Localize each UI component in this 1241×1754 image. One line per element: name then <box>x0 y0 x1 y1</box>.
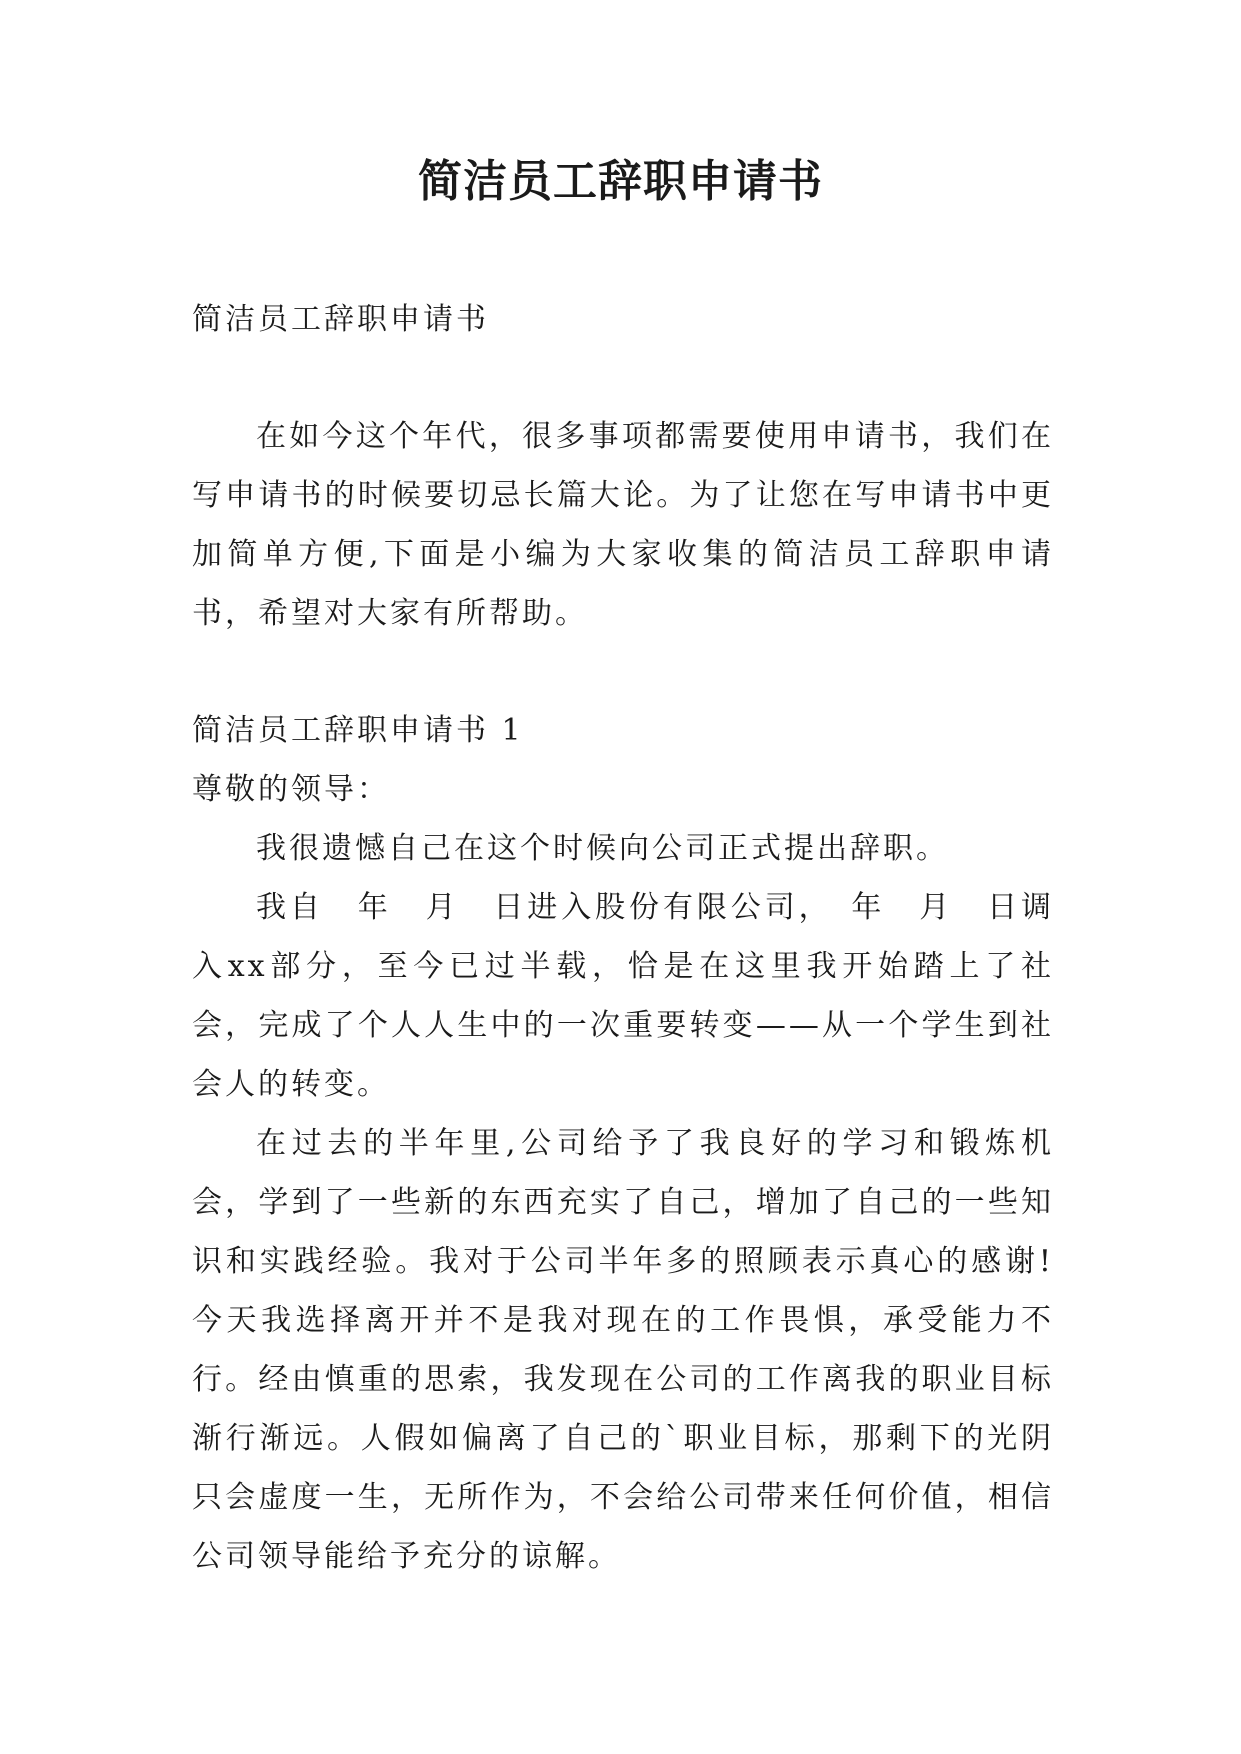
document-body <box>192 290 1054 1586</box>
intro-paragraph: 在如今这个年代，很多事项都需要使用申请书，我们在写申请书的时候要切忌长篇大论。为了让您在写申请书中更加简单方便,下面是小编为大家收集的简洁员工辞职申请书，希望对大家有所帮助。 <box>192 419 1054 631</box>
document-subtitle: 简洁员工辞职申请书 <box>192 302 489 337</box>
section-heading: 简洁员工辞职申请书 1 <box>192 713 524 748</box>
body-paragraph-2: 我自 年 月 日进入股份有限公司， 年 月 日调入xx部分，至今已过半载，恰是在这里我开始踏上了社会，完成了个人人生中的一次重要转变——从一个学生到社会人的转变。 <box>192 890 1054 1102</box>
salutation: 尊敬的领导： <box>192 772 390 807</box>
body-paragraph-1: 我很遗憾自己在这个时候向公司正式提出辞职。 <box>256 831 949 866</box>
document-title: 简洁员工辞职申请书 <box>418 156 823 207</box>
body-paragraph-3: 在过去的半年里,公司给予了我良好的学习和锻炼机会，学到了一些新的东西充实了自己，增加了自己的一些知识和实践经验。我对于公司半年多的照顾表示真心的感谢!今天我选择离开并不是我对现在的工作畏惧，承受能力不行。经由慎重的思索，我发现在公司的工作离我的职业目标渐行渐远。人假如偏离了自己的`职业目标，那剩下的光阴只会虚度一生，无所作为，不会给公司带来任何价值，相信公司领导能给予充分的谅解。 <box>192 1126 1054 1574</box>
